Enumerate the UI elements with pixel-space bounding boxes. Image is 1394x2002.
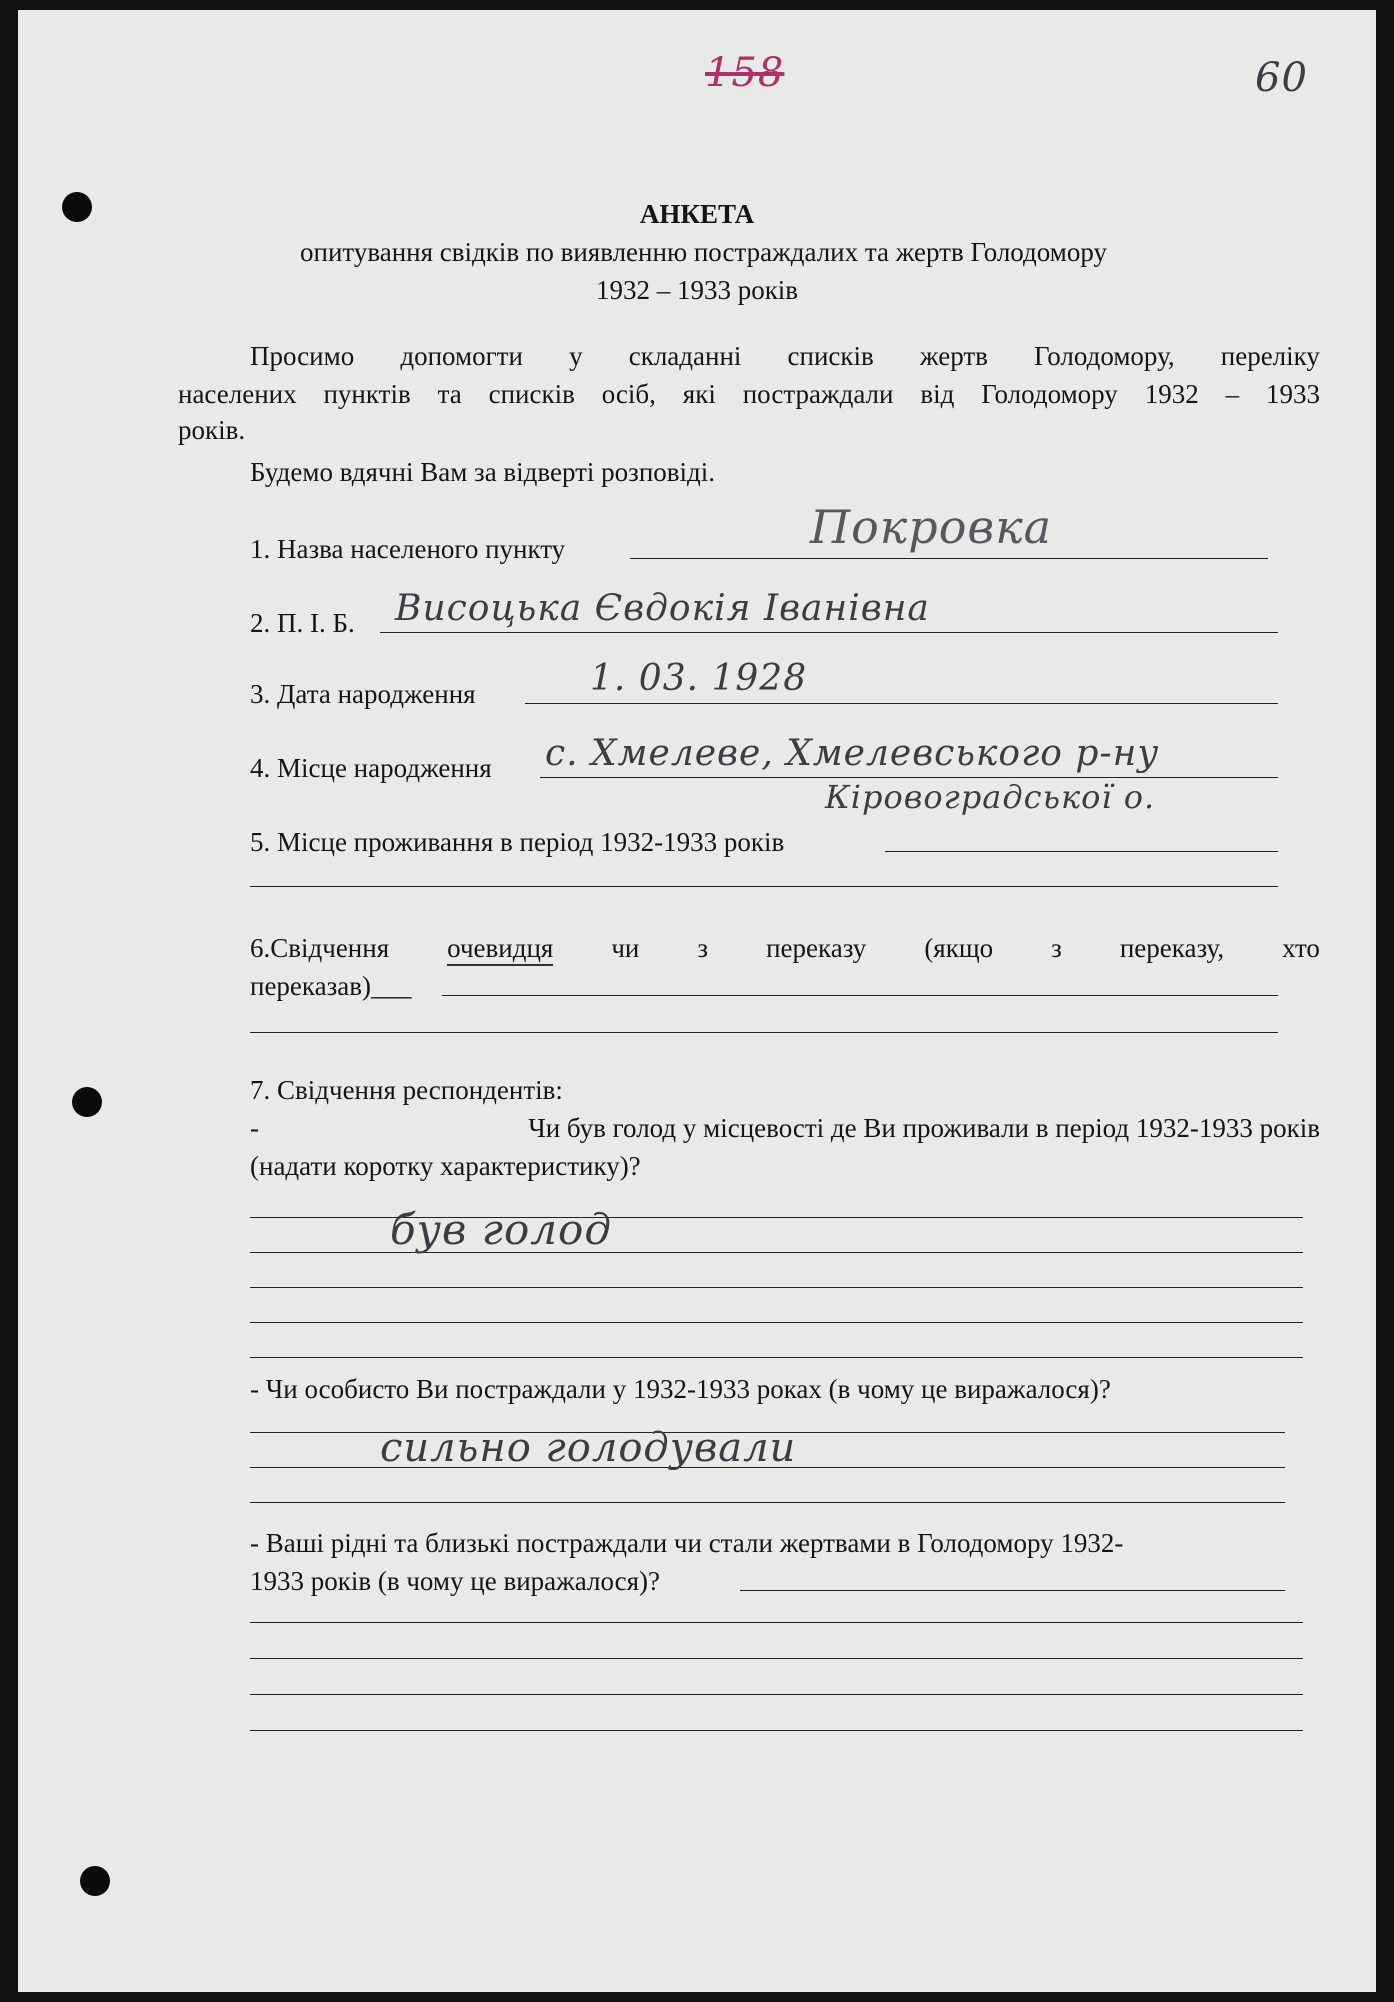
word: 6.Свідчення <box>250 933 390 963</box>
word: Голодомору <box>981 379 1118 409</box>
q5-label: 5. Місце проживання в період 1932-1933 років <box>250 827 785 857</box>
q6-line-1 <box>250 932 1320 966</box>
q4-answer-line-2[interactable]: Кіровоградської о. <box>825 778 1156 816</box>
q7-label: 7. Свідчення респондентів: <box>250 1075 563 1105</box>
form-title: АНКЕТА <box>639 199 755 229</box>
crossed-archive-number: 158 <box>705 50 785 96</box>
q7c-line-2: 1933 років (в чому це виражалося)? <box>250 1566 661 1596</box>
answer-line[interactable] <box>250 1622 1303 1623</box>
answer-line[interactable] <box>250 1287 1303 1288</box>
word: від <box>920 379 955 409</box>
word: з <box>1051 933 1062 963</box>
q7a-line-2: (надати коротку характеристику)? <box>250 1151 641 1181</box>
word: чи <box>611 933 640 963</box>
intro-line-3: років. <box>178 415 246 445</box>
q4-answer-line-1[interactable]: с. Хмелеве, Хмелевського р-ну <box>545 733 1160 774</box>
intro-line-2 <box>178 378 1320 410</box>
q1-answer[interactable]: Покровка <box>810 500 1053 554</box>
q7a-answer[interactable]: був голод <box>390 1205 612 1254</box>
q7c-line-1: - Ваші рідні та близькі постраждали чи стали жертвами в Голодомору 1932- <box>250 1528 1124 1558</box>
form-subtitle-years: 1932 – 1933 років <box>595 275 799 305</box>
q6-underline[interactable] <box>442 995 1278 996</box>
form-subtitle: опитування свідків по виявленню постраждалих та жертв Голодомору <box>300 237 1107 267</box>
word: переказу, <box>1119 933 1225 963</box>
answer-line[interactable] <box>250 1658 1303 1659</box>
punch-hole <box>72 1087 102 1117</box>
q6-underline-2[interactable] <box>250 1032 1278 1033</box>
q3-underline <box>525 703 1278 704</box>
word: населених <box>178 379 297 409</box>
word: переказу <box>766 933 867 963</box>
word: (якщо <box>924 933 994 963</box>
word: Просимо <box>250 341 355 371</box>
intro-line-1 <box>250 340 1320 372</box>
answer-line[interactable] <box>250 1730 1303 1731</box>
word: жертв <box>919 341 988 371</box>
punch-hole <box>80 1866 110 1896</box>
q6-eyewitness-underlined: очевидця <box>447 932 553 966</box>
q3-answer[interactable]: 1. 03. 1928 <box>590 658 808 699</box>
answer-line[interactable] <box>250 1357 1303 1358</box>
word: Голодомору, <box>1034 341 1175 371</box>
q2-underline <box>380 632 1278 633</box>
word: хто <box>1282 933 1320 963</box>
q2-label: 2. П. І. Б. <box>250 608 355 638</box>
dash: - <box>250 1113 259 1143</box>
page-number: 60 <box>1255 55 1308 101</box>
word: 1933 <box>1265 379 1320 409</box>
q6-line-2: переказав)___ <box>250 971 412 1001</box>
word: з <box>697 933 709 963</box>
word: – <box>1225 379 1240 409</box>
q7c-underline[interactable] <box>740 1590 1285 1591</box>
word: списків <box>787 341 874 371</box>
word: які <box>682 379 716 409</box>
word: осіб, <box>601 379 656 409</box>
word: складанні <box>628 341 742 371</box>
question-text: Чи був голод у місцевості де Ви проживали в період 1932-1933 років <box>528 1113 1320 1143</box>
q4-label: 4. Місце народження <box>250 753 492 783</box>
q5-underline[interactable] <box>885 851 1278 852</box>
word: переліку <box>1220 341 1320 371</box>
q5-underline-2[interactable] <box>250 886 1278 887</box>
q7a-line-1 <box>250 1112 1320 1144</box>
q1-label: 1. Назва населеного пункту <box>250 534 566 564</box>
answer-line[interactable] <box>250 1694 1303 1695</box>
word: допомогти <box>400 341 523 371</box>
q7b-label: - Чи особисто Ви постраждали у 1932-1933 роках (в чому це виражалося)? <box>250 1374 1111 1404</box>
word: 1932 <box>1144 379 1199 409</box>
word: у <box>569 341 583 371</box>
answer-line[interactable] <box>250 1322 1303 1323</box>
word: та <box>437 379 462 409</box>
answer-line[interactable] <box>250 1502 1285 1503</box>
q7b-answer[interactable]: сильно голодували <box>380 1425 797 1471</box>
q3-label: 3. Дата народження <box>250 679 476 709</box>
thanks-text: Будемо вдячні Вам за відверті розповіді. <box>250 457 716 487</box>
word: списків <box>488 379 575 409</box>
q1-underline <box>630 558 1268 559</box>
word: постраждали <box>742 379 894 409</box>
word: пунктів <box>323 379 411 409</box>
q2-answer[interactable]: Висоцька Євдокія Іванівна <box>395 588 930 629</box>
